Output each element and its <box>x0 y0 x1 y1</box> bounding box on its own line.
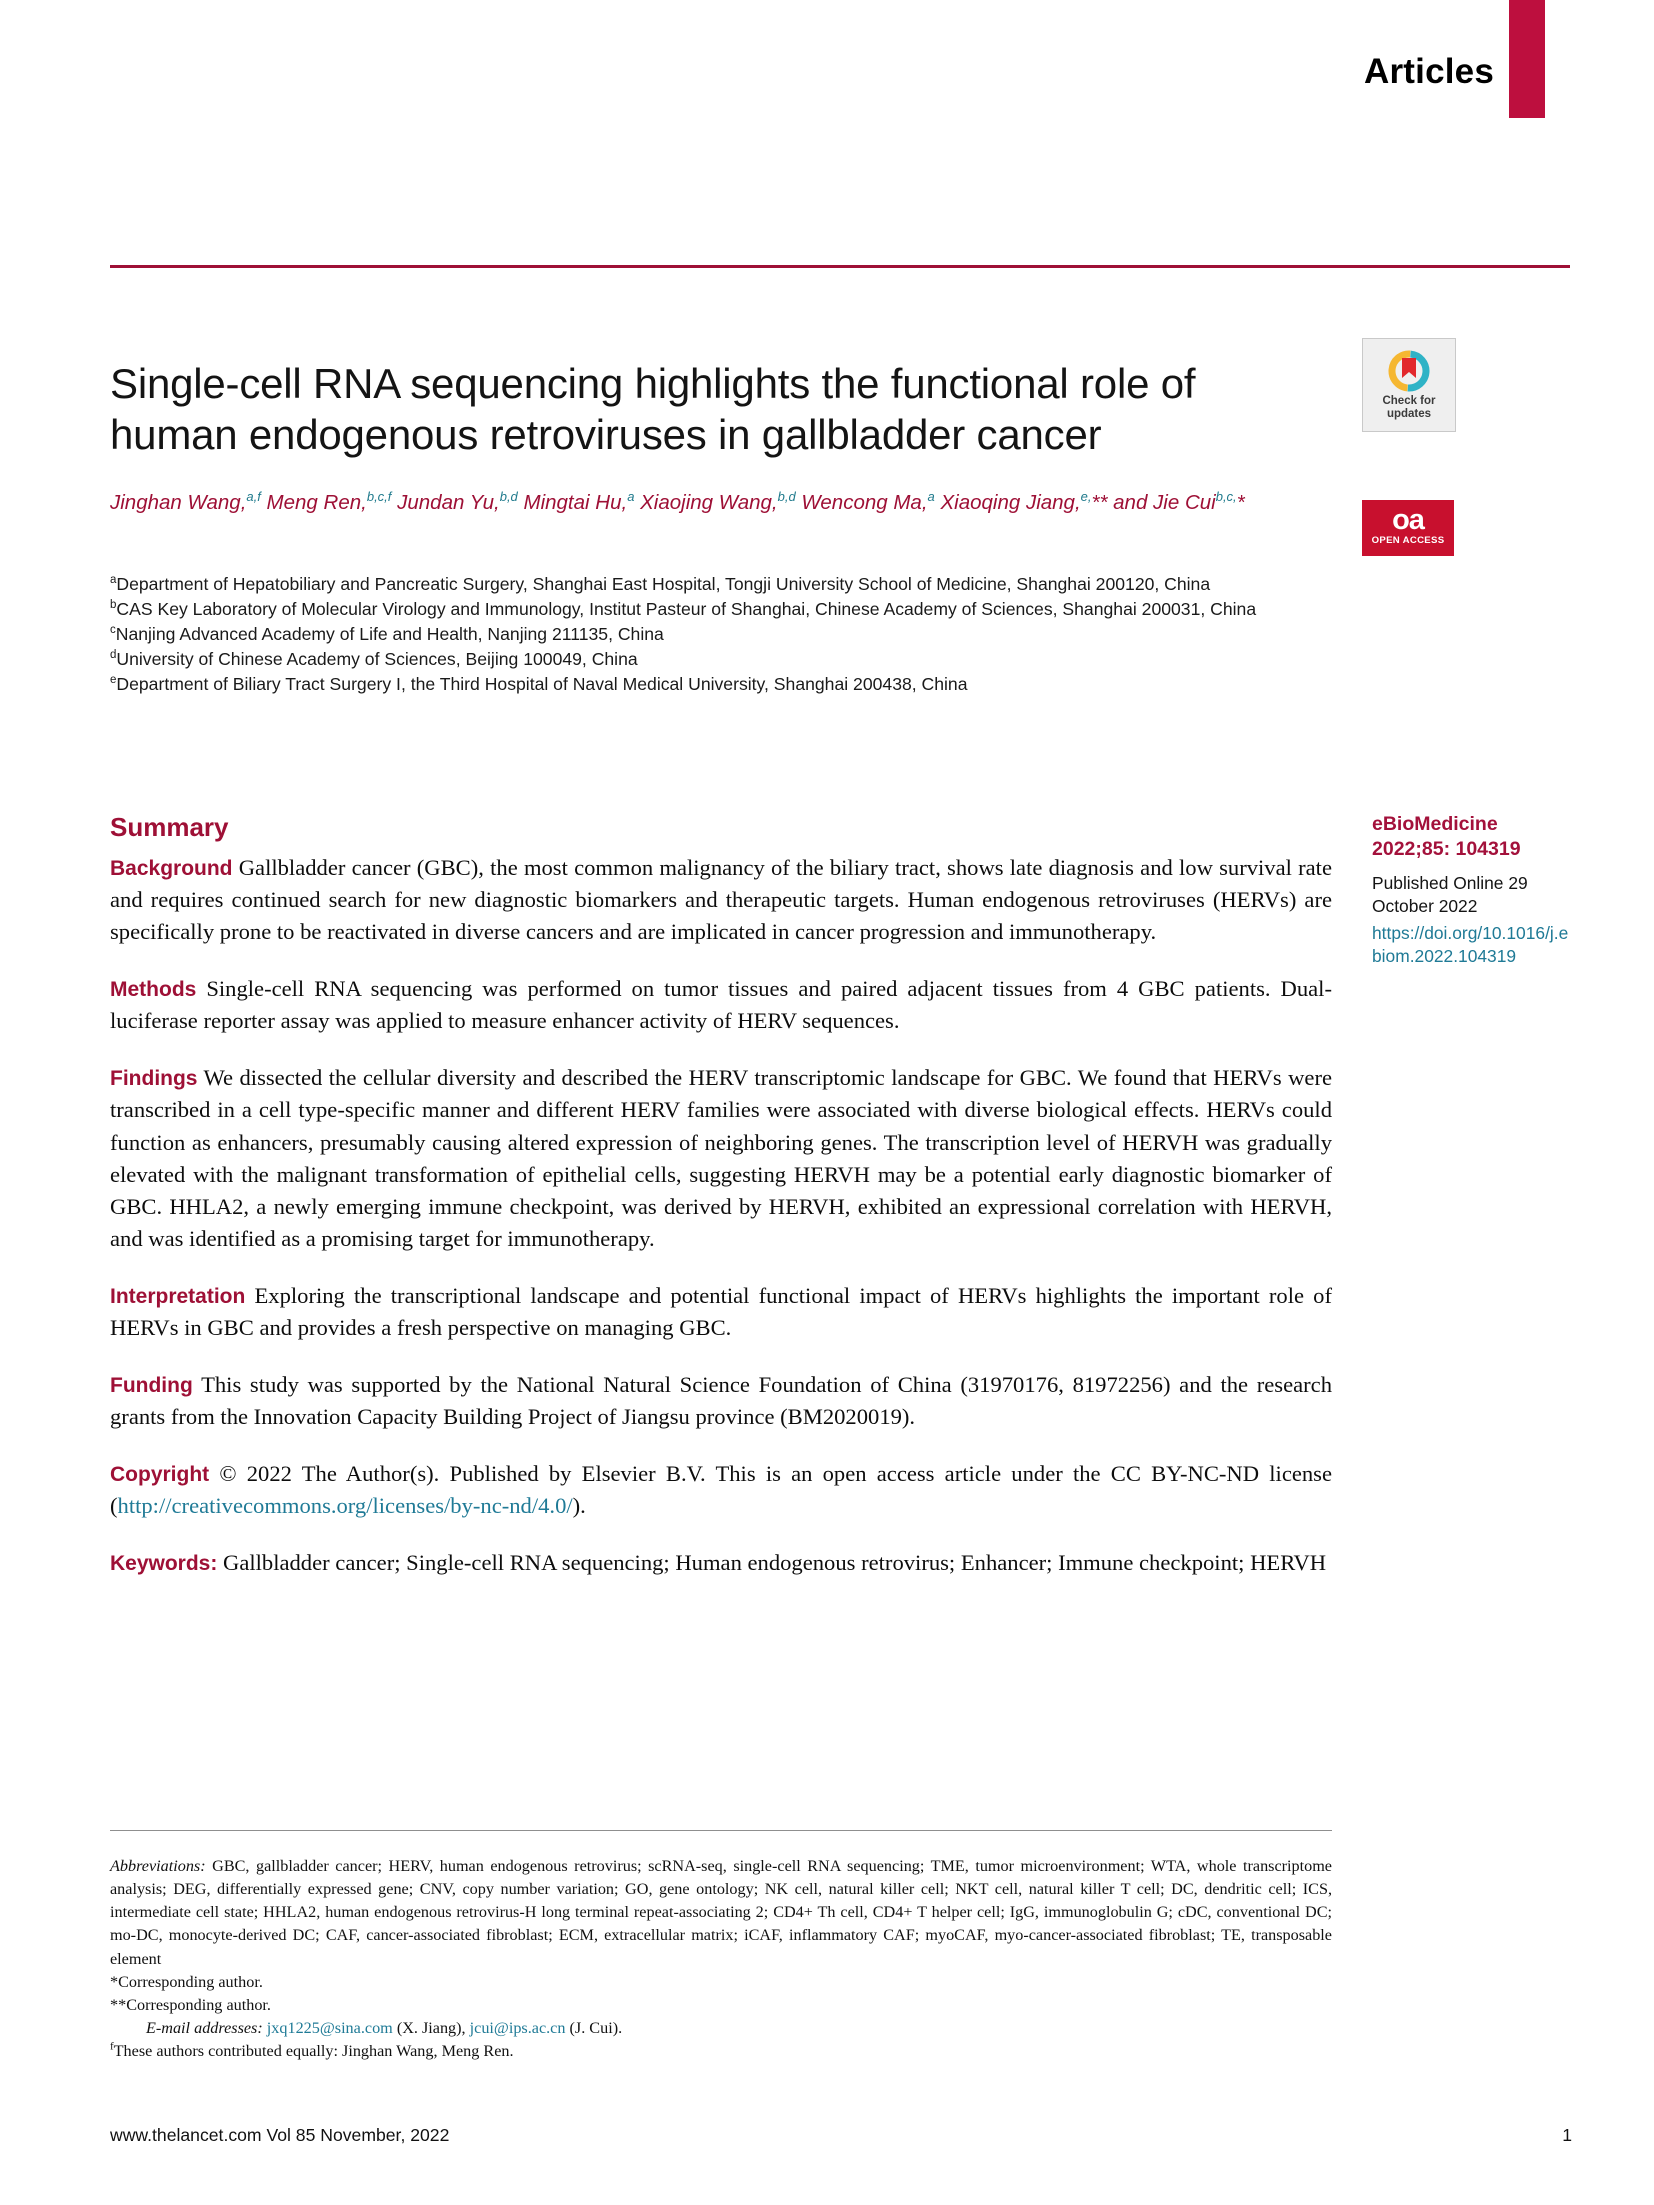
affiliation-item: $^a$Department of Hepatobiliary and Pancreatic Surgery, Shanghai East Hospital, Tongji University School of Medicine, Shanghai 200120, China <box>110 574 1211 594</box>
summary-section-label: Findings <box>110 1067 198 1091</box>
copyright-label: Copyright <box>110 1463 210 1487</box>
affiliation-marker: e <box>110 674 117 687</box>
affiliation-list <box>110 572 1320 697</box>
affiliation-item: $^c$Nanjing Advanced Academy of Life and Health, Nanjing 211135, China <box>110 623 664 644</box>
email-link-cui[interactable]: jcui@ips.ac.cn <box>469 2019 566 2038</box>
affiliation-marker: d <box>110 649 117 662</box>
journal-citation: eBioMedicine 2022;85: 104319 <box>1372 813 1521 860</box>
corresponding-author-note-1: *Corresponding author. <box>110 1972 263 1991</box>
keywords-line: Keywords: Gallbladder cancer; Single-cell RNA sequencing; Human endogenous retrovirus; Enhancer; Immune checkpoint; HERVH <box>110 1550 1327 1576</box>
open-access-caption: OPEN ACCESS <box>1371 535 1445 547</box>
crossmark-line-1: Check for <box>1382 395 1436 407</box>
summary-section-label: Background <box>110 857 233 880</box>
email-addresses-note: E-mail addresses: jxq1225@sina.com (X. Jiang), jcui@ips.ac.cn (J. Cui). <box>146 2019 623 2038</box>
footnote-divider-rule <box>110 1830 1332 1831</box>
abbreviations-label: Abbreviations: <box>110 1857 206 1875</box>
article-title: Single-cell RNA sequencing highlights the functional role of human endogenous retroviruses in gallbladder cancer <box>110 360 1196 459</box>
summary-section-label: Interpretation <box>110 1284 246 1308</box>
summary-section-label: Methods <box>110 978 197 1002</box>
affiliation-item: $^d$University of Chinese Academy of Sciences, Beijing 100049, China <box>110 648 638 669</box>
affiliation-marker: c <box>110 624 116 637</box>
equal-contribution-marker: f <box>110 2040 114 2053</box>
copyright-statement: Copyright © 2022 The Author(s). Published by Elsevier B.V. This is an open access article under the CC BY-NC-ND license (http://creativecommons.org/licenses/by-nc-nd/4.0/). <box>110 1461 1332 1519</box>
title-divider-rule <box>110 265 1570 268</box>
affiliation-marker: a <box>110 574 117 587</box>
corresponding-author-note-2: **Corresponding author. <box>110 1995 271 2014</box>
affiliation-marker: b <box>110 599 117 612</box>
page-footer <box>110 2125 1572 2146</box>
published-online-date: Published Online 29 October 2022 <box>1372 872 1528 916</box>
email-link-jiang[interactable]: jxq1225@sina.com <box>266 2019 393 2038</box>
summary-heading: Summary <box>110 812 229 842</box>
affiliation-item: $^b$CAS Key Laboratory of Molecular Virology and Immunology, Institut Pasteur of Shanghai, Chinese Academy of Sciences, Shanghai 200031, China <box>110 598 1257 619</box>
footer-source: www.thelancet.com Vol 85 November, 2022 <box>110 2125 450 2145</box>
abbreviations-note: Abbreviations: GBC, gallbladder cancer; HERV, human endogenous retrovirus; scRNA-seq, single-cell RNA sequencing; TME, tumor microenvironment; WTA, whole transcriptome analysis; DEG, differentially expressed gene; CNV, copy number variation; GO, gene ontology; NK cell, natural killer cell; NKT cell, natural killer T cell; DC, dendritic cell; ICS, intermediate cell state; HHLA2, human endogenous retrovirus-H long terminal repeat-associating 2; CD4+ Th cell, CD4+ T helper cell; IgG, immunoglobulin G; cDC, conventional DC; mo-DC, monocyte-derived DC; CAF, cancer-associated fibroblast; ECM, extracellular matrix; iCAF, inflammatory CAF; myoCAF, myo-cancer-associated fibroblast; TE, transposable element <box>110 1857 1332 1968</box>
doi-link[interactable]: https://doi.org/10.1016/j.ebiom.2022.104319 <box>1372 922 1569 966</box>
keywords-label: Keywords: <box>110 1552 218 1576</box>
crossmark-badge-text <box>1363 395 1455 422</box>
summary-section-label: Funding <box>110 1374 193 1398</box>
footnote-block <box>110 1855 1332 2063</box>
summary-section: Background Gallbladder cancer (GBC), the most common malignancy of the biliary tract, shows late diagnosis and low survival rate and requires continued search for new diagnostic biomarkers and therapeutic targets. Human endogenous retroviruses (HERVs) are specifically prone to be reactivated in diverse cancers and are implicated in cancer progression and immunotherapy. <box>110 855 1332 945</box>
open-access-badge[interactable] <box>1362 500 1454 556</box>
summary-section: Findings We dissected the cellular diversity and described the HERV transcriptomic landscape for GBC. We found that HERVs were transcribed in a cell type-specific manner and different HERV families were associated with diverse biological effects. HERVs could function as enhancers, presumably causing altered expression of neighboring genes. The transcription level of HERVH was gradually elevated with the malignant transformation of epithelial cells, suggesting HERVH may be a potential early diagnostic biomarker of GBC. HHLA2, a newly emerging immune checkpoint, was derived by HERVH, exhibited an expressional correlation with HERVH, and was identified as a promising target for immunotherapy. <box>110 1065 1332 1251</box>
summary-section: Funding This study was supported by the National Natural Science Foundation of China (31970176, 81972256) and the research grants from the Innovation Capacity Building Project of Jiangsu province (BM2020019). <box>110 1372 1332 1430</box>
affiliation-item: $^e$Department of Biliary Tract Surgery I, the Third Hospital of Naval Medical University, Shanghai 200438, China <box>110 673 968 694</box>
crossmark-ring-icon <box>1386 348 1432 394</box>
summary-section: Methods Single-cell RNA sequencing was performed on tumor tissues and paired adjacent tissues from 4 GBC patients. Dual-luciferase reporter assay was applied to measure enhancer activity of HERV sequences. <box>110 976 1332 1034</box>
author-list: Jinghan Wang,$^{a,f}$ Meng Ren,$^{b,c,f}$ Jundan Yu,$^{b,d}$ Mingtai Hu,$^a$ Xiaojing Wang,$^{b,d}$ Wencong Ma,$^a$ Xiaoqing Jiang,$^{e,}$** and Jie Cui$^{b,c,}$* <box>110 489 1245 514</box>
running-head-label: Articles <box>1364 52 1494 91</box>
crossmark-line-2: updates <box>1386 408 1432 421</box>
journal-info-sidebar <box>1372 812 1572 968</box>
license-link[interactable]: http://creativecommons.org/licenses/by-nc-nd/4.0/ <box>117 1493 573 1519</box>
crossmark-check-for-updates-badge[interactable] <box>1362 338 1456 432</box>
open-access-logo-text: oa <box>1392 504 1424 536</box>
email-addresses-label: E-mail addresses: <box>146 2019 263 2038</box>
summary-section: Interpretation Exploring the transcriptional landscape and potential functional impact of HERVs highlights the important role of HERVs in GBC and provides a fresh perspective on managing GBC. <box>110 1282 1332 1340</box>
footer-page-number: 1 <box>1562 2125 1572 2145</box>
summary-body <box>110 852 1332 1604</box>
equal-contribution-note: $^f$These authors contributed equally: Jinghan Wang, Meng Ren. <box>110 2040 514 2061</box>
